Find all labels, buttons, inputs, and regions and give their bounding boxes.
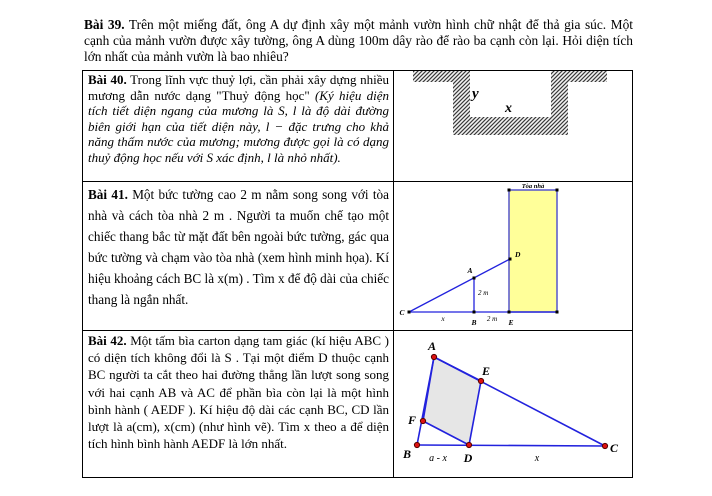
point-e-label: E <box>481 364 491 378</box>
wall-height-label: 2 m <box>478 289 489 297</box>
building-label: Tòa nhà <box>521 183 545 190</box>
channel-cross-section-figure <box>394 71 631 181</box>
segment-bd-label: a - x <box>429 453 447 464</box>
problem-39-text: Trên một miếng đất, ông A dự định xây một mảnh vườn hình chữ nhật để thả gia súc. Một cạnh của mảnh vườn được xây tường, ông A dùng 100m dây rào để rào ba cạnh còn lại. Hỏi diện tích lớn nhất của mảnh vườn là bao nhiêu? <box>84 17 633 65</box>
table-row-problem-42 <box>83 331 632 477</box>
ladder-diagram <box>394 182 631 330</box>
ladder-wall-building-figure <box>394 182 631 330</box>
problem-40-label: Bài 40. <box>88 72 127 87</box>
problem-41-text: Một bức tường cao 2 m nằm song song với tòa nhà và cách tòa nhà 2 m . Người ta muốn chế tạo một chiếc thang bắc từ mặt đất bên ngoài bức tường, gác qua bức tường và chạm vào tòa nhà (xem hình minh họa). Kí hiệu khoảng cách BC là x(m) . Tìm x để độ dài của chiếc thang là ngắn nhất. <box>88 187 390 307</box>
problem-41-label: Bài 41. <box>88 187 128 202</box>
problems-table <box>82 70 633 478</box>
table-row-problem-40 <box>83 71 632 182</box>
point-a-label: A <box>467 266 473 275</box>
problem-41-text-cell <box>83 182 394 330</box>
point-b-label: B <box>402 447 412 461</box>
problem-40-note: (Ký hiệu diện tích tiết diện ngang của mương là S, l là độ dài đường biên giới hạn của tiết diện này, l − đặc trưng cho khả năng thấm nước của mương; mương được gọi là có dạng thuỷ động học nếu với S xác định, l là nhỏ nhất). <box>88 87 389 165</box>
channel-wall-left <box>453 71 470 117</box>
point-e-label: E <box>508 318 514 327</box>
problem-42-label: Bài 42. <box>88 333 127 348</box>
problem-42-text: Một tấm bìa carton dạng tam giác (kí hiệu ABC ) có diện tích không đổi là S . Tại một điểm D thuộc cạnh BC người ta cắt theo hai đường thẳng lần lượt song song với hai cạnh AB và AC để phần bìa còn lại là một hình bình hành ( AEDF ). Kí hiệu độ dài các cạnh BC, CD lần lượt là a(cm), x(cm) (như hình vẽ). Tìm x theo a để diện tích hình bình hành AEDF là lớn nhất. <box>88 333 389 452</box>
segment-dc-label: x <box>534 453 540 464</box>
triangle-parallelogram-figure <box>394 331 631 477</box>
problem-40-text-cell <box>83 71 394 181</box>
distance-be-label: 2 m <box>486 315 498 323</box>
triangle-diagram <box>394 331 631 477</box>
problem-39-paragraph <box>84 17 633 66</box>
ladder-line <box>409 259 510 312</box>
point-d-label: D <box>515 250 521 259</box>
point-a-label: A <box>427 339 437 353</box>
channel-bottom <box>453 117 568 135</box>
distance-cb-label: x <box>441 314 445 323</box>
channel-wall-right <box>551 71 568 117</box>
problem-40-text: Trong lĩnh vực thuỷ lợi, cần phải xây dựng nhiều mương dẫn nước dạng "Thuỷ động học" <box>88 72 390 103</box>
depth-label: y <box>472 86 479 102</box>
point-c-label: C <box>399 308 405 317</box>
point-b-label: B <box>471 318 477 327</box>
channel-diagram <box>394 71 631 181</box>
table-row-problem-41 <box>83 182 632 331</box>
side-bc <box>417 445 605 446</box>
point-f-label: F <box>407 413 417 427</box>
point-d-label: D <box>463 451 473 465</box>
problem-39-label: Bài 39. <box>84 17 125 32</box>
point-c-label: C <box>609 441 619 455</box>
problem-42-text-cell <box>83 331 394 477</box>
width-label: x <box>505 101 512 116</box>
